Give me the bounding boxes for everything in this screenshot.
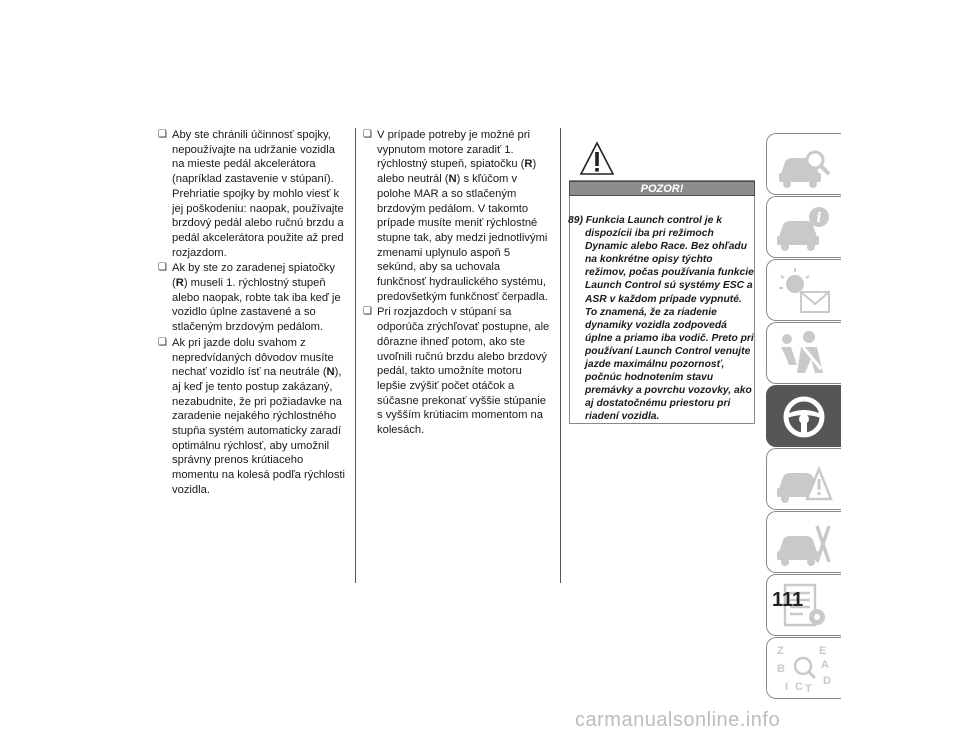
paragraph-text: ) s kľúčom v polohe MAR a so stlačeným brzdovým pedálom. V takomto prípade musíte meniť rýchlostné stupne tak, aby medzi jednotlivými zmenami uplynulo aspoň 5 sekúnd, aby sa uchovala funkčnosť hydraulického systému, predovšetkým funkčnosť čerpadla. [377,173,548,303]
paragraph-text: Aby ste chránili účinnosť spojky, nepoužívajte na udržanie vozidla na mieste pedál akcelerátora (napríklad zastavenie v stúpaní). Prehriatie spojky by mohlo viesť k jej poškodeniu: naopak, používajte brzdový pedál alebo ručnú brzdu a pedál akcelerátora použite až pred rozjazdom. [172,129,344,259]
car-info-icon [775,203,833,253]
svg-text:Z: Z [777,645,784,657]
svg-text:E: E [819,645,827,657]
bullet-paragraph [363,305,551,437]
paragraph-text: V prípade potreby je možné pri vypnutom motore zaradiť 1. rýchlostný stupeň, spiatočku ( [377,129,530,171]
bullet-paragraph [363,128,551,304]
bullet-paragraph [158,261,346,335]
paragraph-text: Pri rozjazdoch v stúpaní sa odporúča zrýchľovať postupne, ale dôrazne ihneď potom, ako ste uvoľnili ručnú brzdu alebo brzdový pedál, takto umožníte motoru lepšie zvýšiť počet otáčok a súčasne prekonať vyššie stúpanie s vyšším krútiacim momentom na kolesách. [377,306,550,437]
watermark: carmanualsonline.info [575,709,781,731]
paragraph-text: ), aj keď je tento postup zakázaný, nezabudnite, že pri požiadavke na zaradenie nejakého rýchlostného stupňa systém automaticky zaradí optimálnu rýchlosť, aby umožnil správny prenos krútiaceho momentu na kolesá podľa rýchlosti vozidla. [172,366,346,496]
column-divider-left [355,128,356,583]
tab-starting-driving[interactable] [766,385,841,447]
paragraph-text: Ak pri jazde dolu svahom z nepredvídaných dôvodov musíte nechať vozidlo ísť na neutrále ( [172,336,334,379]
car-emergency-icon [775,455,833,505]
warning-triangle-icon [579,141,615,177]
svg-text:B: B [777,663,785,675]
index-search-icon [775,644,833,694]
bullet-paragraph [158,336,346,498]
column-divider-right [560,128,561,583]
car-search-icon [775,140,833,190]
steering-wheel-icon [775,392,833,442]
tab-car-info[interactable] [766,196,841,258]
warning-text [568,214,754,424]
svg-text:i: i [816,210,822,226]
paragraph-text: Ak by ste zo zaradenej spiatočky ( [172,262,335,290]
chapter-tabs [766,133,841,700]
gear-letter: R [524,158,533,171]
svg-text:C: C [795,681,803,693]
middle-text-column [363,128,551,439]
svg-text:A: A [821,659,829,671]
tab-maintenance[interactable] [766,511,841,573]
gear-letter: N [326,366,335,379]
bullet-paragraph [158,128,346,260]
tab-safety[interactable] [766,322,841,384]
paragraph-text: ) alebo neutrál ( [377,158,537,186]
gear-letter: N [448,173,457,186]
warning-number: 89) [568,215,583,226]
left-text-column [158,128,346,499]
warning-light-message-icon [775,266,833,316]
svg-text:I: I [785,681,789,693]
tab-index[interactable] [766,637,841,699]
gear-letter: R [175,277,184,290]
svg-text:D: D [823,675,831,687]
warning-title: POZOR! [569,181,755,196]
page-number: 111 [772,589,804,611]
tab-warning-lights[interactable] [766,259,841,321]
paragraph-text: ) museli 1. rýchlostný stupeň alebo naopak, robte tak iba keď je vozidlo úplne zastavené a so stlačeným brzdovým pedálom. [172,277,341,334]
svg-text:T: T [805,683,812,694]
tab-emergency[interactable] [766,448,841,510]
car-maintenance-icon [775,518,833,568]
warning-body: Funkcia Launch control je k dispozícii iba pri režimoch Dynamic alebo Race. Bez ohľadu na konkrétne opisy týchto režimov, počas používania funkcie Launch Control sú systémy ESC a ASR v každom prípade vypnuté. To znamená, že za riadenie dynamiky vozidla zodpovedá úplne a priamo iba vodič. Preto pri používaní Launch Control venujte jazde maximálnu pozornosť, počnúc hodnotením stavu premávky a povrchu vozovky, ako aj dostatočnému priestoru pri riadení vozidla. [585,215,754,423]
seat-safety-icon [775,329,833,379]
tab-car-search[interactable] [766,133,841,195]
